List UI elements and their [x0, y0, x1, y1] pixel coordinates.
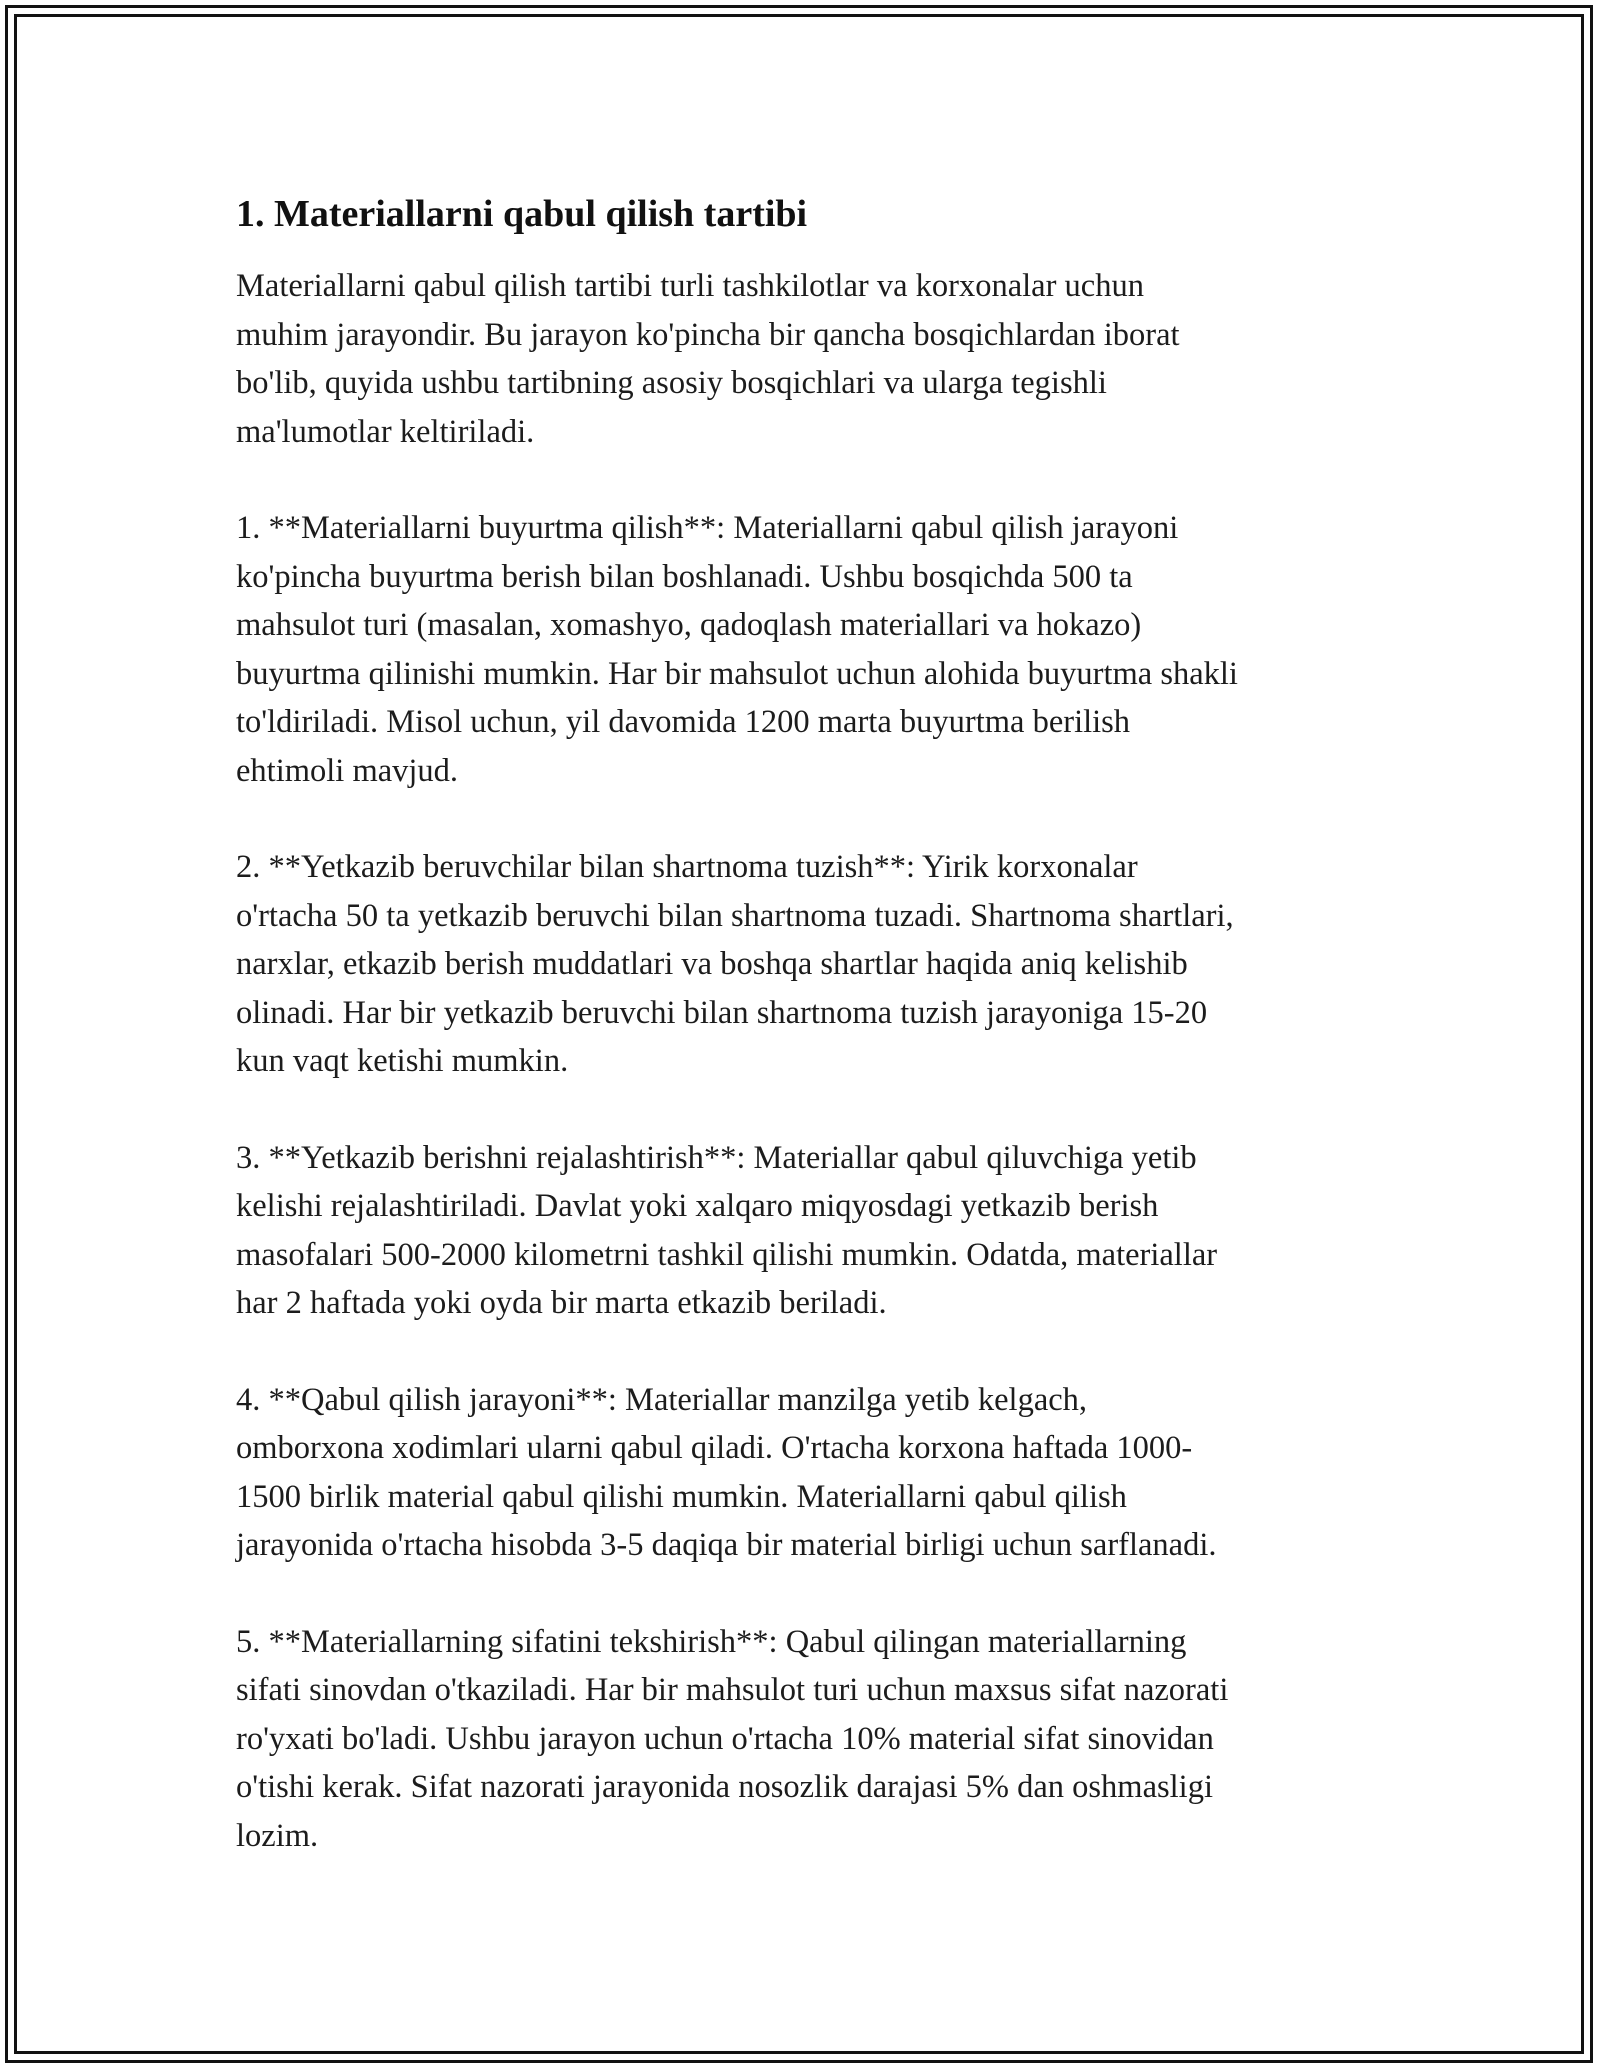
paragraph-line: 1. **Materiallarni buyurtma qilish**: Materiallarni qabul qilish jarayoni	[236, 510, 1179, 546]
section-heading: 1. Materiallarni qabul qilish tartibi	[236, 193, 808, 235]
paragraph-line: ko'pincha buyurtma berish bilan boshlanadi. Ushbu bosqichda 500 ta	[236, 558, 1133, 595]
paragraph-line: kelishi rejalashtiriladi. Davlat yoki xalqaro miqyosdagi yetkazib berish	[236, 1188, 1159, 1224]
step-3-paragraph	[236, 1134, 1376, 1328]
paragraph-line: ehtimoli mavjud.	[236, 752, 459, 789]
paragraph-line: 4. **Qabul qilish jarayoni**: Materiallar manzilga yetib kelgach,	[236, 1381, 1088, 1418]
step-5-paragraph	[236, 1618, 1376, 1861]
paragraph-line: Materiallarni qabul qilish tartibi turli tashkilotlar va korxonalar uchun	[236, 268, 1144, 304]
paragraph-line: sifati sinovdan o'tkaziladi. Har bir mahsulot turi uchun maxsus sifat nazorati	[236, 1672, 1229, 1708]
paragraph-line: narxlar, etkazib berish muddatlari va boshqa shartlar haqida aniq kelishib	[236, 946, 1188, 982]
step-1-paragraph	[236, 504, 1376, 795]
paragraph-line: buyurtma qilinishi mumkin. Har bir mahsulot uchun alohida buyurtma shakli	[236, 655, 1238, 692]
paragraph-line: o'tishi kerak. Sifat nazorati jarayonida nosozlik darajasi 5% dan oshmasligi	[236, 1769, 1213, 1805]
paragraph-line: kun vaqt ketishi mumkin.	[236, 1043, 569, 1079]
paragraph-line: ro'yxati bo'ladi. Ushbu jarayon uchun o'rtacha 10% material sifat sinovidan	[236, 1720, 1214, 1757]
paragraph-line: 3. **Yetkazib berishni rejalashtirish**: Materiallar qabul qiluvchiga yetib	[236, 1139, 1197, 1176]
intro-paragraph	[236, 262, 1376, 456]
paragraph-line: ma'lumotlar keltiriladi.	[236, 413, 535, 450]
step-4-paragraph	[236, 1376, 1376, 1570]
document-body	[236, 188, 1376, 1908]
paragraph-line: masofalari 500-2000 kilometrni tashkil qilishi mumkin. Odatda, materiallar	[236, 1236, 1218, 1273]
paragraph-line: muhim jarayondir. Bu jarayon ko'pincha bir qancha bosqichlardan iborat	[236, 316, 1180, 353]
paragraph-line: 5. **Materiallarning sifatini tekshirish**: Qabul qilingan materiallarning	[236, 1623, 1187, 1660]
paragraph-line: olinadi. Har bir yetkazib beruvchi bilan shartnoma tuzish jarayoniga 15-20	[236, 994, 1208, 1031]
paragraph-line: mahsulot turi (masalan, xomashyo, qadoqlash materiallari va hokazo)	[236, 607, 1142, 643]
paragraph-line: omborxona xodimlari ularni qabul qiladi. O'rtacha korxona haftada 1000-	[236, 1430, 1193, 1466]
paragraph-line: lozim.	[236, 1817, 319, 1854]
paragraph-line: har 2 haftada yoki oyda bir marta etkazib beriladi.	[236, 1285, 887, 1321]
step-2-paragraph	[236, 843, 1376, 1086]
paragraph-line: 1500 birlik material qabul qilishi mumkin. Materiallarni qabul qilish	[236, 1478, 1127, 1515]
paragraph-line: 2. **Yetkazib beruvchilar bilan shartnoma tuzish**: Yirik korxonalar	[236, 849, 1138, 885]
paragraph-line: bo'lib, quyida ushbu tartibning asosiy bosqichlari va ularga tegishli	[236, 365, 1107, 401]
paragraph-line: to'ldiriladi. Misol uchun, yil davomida 1200 marta buyurtma berilish	[236, 704, 1131, 740]
paragraph-line: jarayonida o'rtacha hisobda 3-5 daqiqa bir material birligi uchun sarflanadi.	[236, 1527, 1217, 1563]
paragraph-line: o'rtacha 50 ta yetkazib beruvchi bilan shartnoma tuzadi. Shartnoma shartlari,	[236, 897, 1234, 934]
